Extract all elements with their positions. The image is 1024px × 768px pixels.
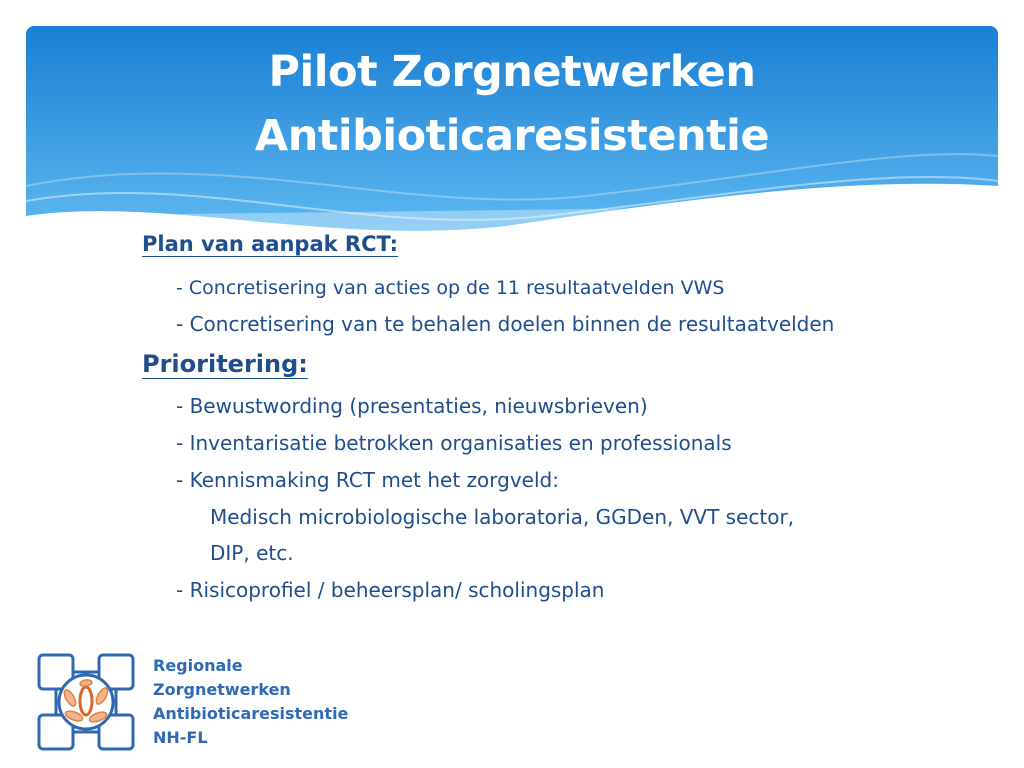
logo-line-1: Regionale — [153, 656, 243, 675]
logo-line-2: Zorgnetwerken — [153, 680, 291, 699]
title-line-2: Antibioticaresistentie — [254, 111, 770, 161]
title-line-1: Pilot Zorgnetwerken — [268, 47, 756, 97]
logo-wordmark — [153, 654, 348, 750]
bullet-item: - Concretisering van te behalen doelen binnen de resultaatvelden — [176, 312, 835, 336]
bullet-item: - Kennismaking RCT met het zorgveld: — [176, 468, 559, 492]
slide-title — [0, 40, 1024, 168]
rza-logo-icon — [36, 652, 136, 752]
logo-line-3: Antibioticaresistentie — [153, 704, 349, 723]
bullet-continuation: DIP, etc. — [210, 541, 294, 565]
section-heading-prioritering: Prioritering: — [142, 350, 308, 378]
bullet-item: - Inventarisatie betrokken organisaties en professionals — [176, 431, 732, 455]
bullet-item: - Risicoprofiel / beheersplan/ scholingsplan — [176, 578, 605, 602]
bullet-item: - Bewustwording (presentaties, nieuwsbrieven) — [176, 394, 648, 418]
section-heading-plan: Plan van aanpak RCT: — [142, 232, 399, 256]
logo-line-4: NH-FL — [153, 728, 208, 747]
bullet-continuation: Medisch microbiologische laboratoria, GGDen, VVT sector, — [210, 505, 795, 529]
bullet-item: - Concretisering van acties op de 11 resultaatvelden VWS — [176, 277, 725, 299]
